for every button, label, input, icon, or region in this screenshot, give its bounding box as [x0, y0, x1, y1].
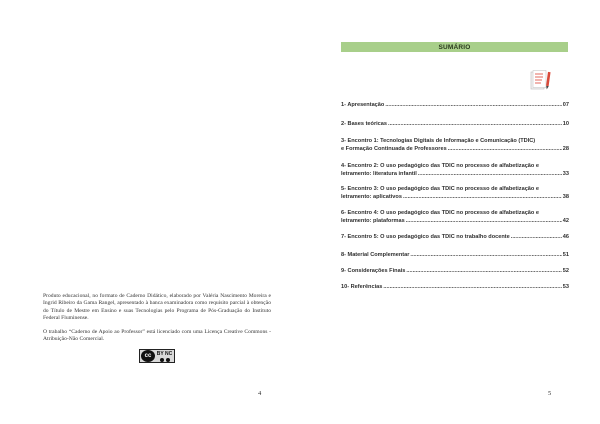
document-pen-icon	[530, 69, 552, 91]
cc-attribution-icons	[160, 358, 170, 362]
cc-logo-icon: cc	[141, 350, 155, 362]
left-page-number: 4	[258, 390, 262, 397]
noncommercial-icon	[166, 358, 170, 362]
toc-entry[interactable]: 10- Referências ..... 53	[341, 284, 569, 292]
attribution-icon	[160, 358, 164, 362]
right-page-number: 5	[548, 390, 552, 397]
toc-entry[interactable]: 1- Apresentação ..... 07	[341, 102, 569, 110]
creative-commons-badge	[139, 349, 175, 363]
credits-block	[43, 293, 271, 349]
sumario-heading-bar	[341, 42, 568, 52]
toc-entry[interactable]: 8- Material Complementar ..... 51	[341, 252, 569, 260]
credits-paragraph: Produto educacional, no formato de Caderno Didático, elaborado por Valéria Nascimento Moreira e Ingrid Ribeiro da Gama Rangel, apresentado à banca examinadora como requisito parcial à obtenção do Título de Mestre em Ensino e suas Tecnologias pelo Programa de Pós-Graduação do Instituto Federal Fluminense.	[43, 293, 271, 322]
toc-entry[interactable]: 9- Considerações Finais ..... 52	[341, 268, 569, 276]
toc-entry[interactable]: 7- Encontro 5: O uso pedagógico das TDIC no trabalho docente ..... 46	[341, 234, 569, 242]
sumario-title: SUMÁRIO	[438, 43, 471, 51]
toc-entry[interactable]: 6- Encontro 4: O uso pedagógico das TDIC no processo de alfabetização e letramento: plataformas ..... 42	[341, 210, 569, 225]
right-page	[300, 0, 600, 424]
toc-entry[interactable]: 4- Encontro 2: O uso pedagógico das TDIC no processo de alfabetização e letramento: literatura infantil ..... 33	[341, 163, 569, 178]
license-paragraph: O trabalho “Caderno de Apoio ao Professor” está licenciado com uma Licença Creative Commons - Atribuição-Não Comercial.	[43, 328, 271, 343]
cc-license-label: BY NC	[156, 350, 173, 357]
toc-entry[interactable]: 5- Encontro 3: O uso pedagógico das TDIC no processo de alfabetização e letramento: aplicativos ..... 38	[341, 186, 569, 201]
toc-entry[interactable]: 3- Encontro 1: Tecnologias Digitais de Informação e Comunicação (TDIC) e Formação Continuada de Professores ..... 28	[341, 138, 569, 153]
toc-entry[interactable]: 2- Bases teóricas ..... 10	[341, 121, 569, 129]
